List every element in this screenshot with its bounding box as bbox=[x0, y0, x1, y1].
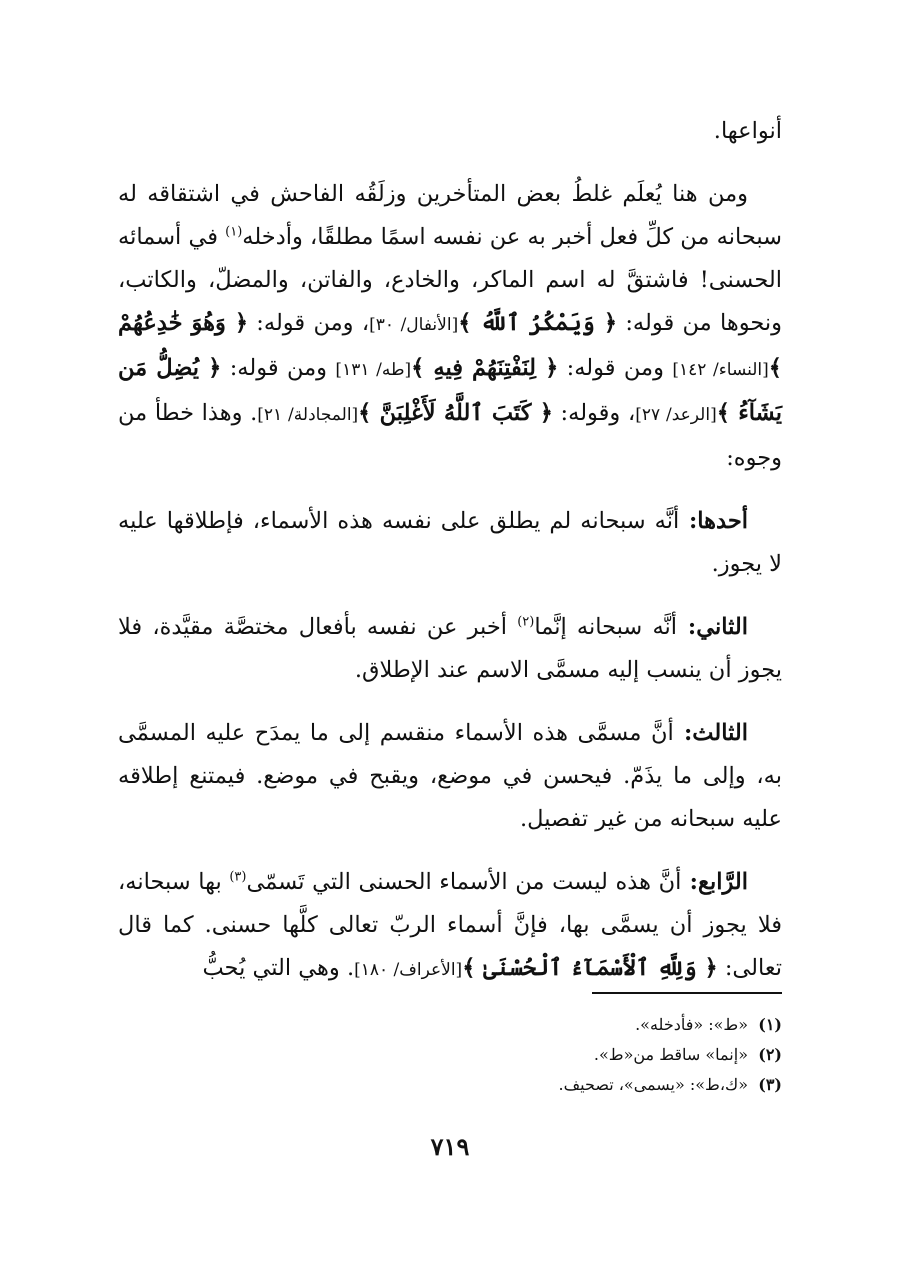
paragraph-text: بها سبحانه، فلا يجوز أن يسمَّى بها، فإنَّ أسماء الربّ تعالى كلَّها حسنى. كما قال تعالى: bbox=[118, 869, 782, 981]
paragraph-text: أخبر عن نفسه بأفعال مختصَّة مقيَّدة، فلا يجوز أن ينسب إليه مسمَّى الاسم عند الإطلاق. bbox=[118, 614, 782, 683]
paragraph-text: ، وقوله: bbox=[552, 400, 636, 426]
footnote-item bbox=[118, 1040, 782, 1070]
verse-reference: [الرعد/ ٢٧] bbox=[635, 405, 717, 425]
paragraph-text: ومن قوله: bbox=[221, 355, 336, 381]
paragraph-text: . وهي التي يُحبُّ bbox=[202, 955, 355, 981]
quran-verse: ﴿ وَيَمْكُرُ ٱللَّهُ ﴾ bbox=[458, 310, 618, 336]
verse-reference: [الأعراف/ ١٨٠] bbox=[354, 960, 463, 980]
paragraph-text: أنواعها. bbox=[713, 118, 782, 144]
paragraph-lead: أحدها: bbox=[679, 508, 748, 534]
paragraph-lead: الثالث: bbox=[673, 720, 748, 746]
footnote-text: «إنما» ساقط من«ط». bbox=[593, 1045, 748, 1064]
footnote-divider bbox=[592, 992, 782, 994]
paragraph-fourth-reason bbox=[118, 861, 782, 992]
page-body bbox=[118, 110, 782, 1012]
footnote-text: «ك،ط»: «يسمى»، تصحيف. bbox=[558, 1075, 748, 1094]
footnotes bbox=[118, 1010, 782, 1100]
paragraph-first-reason bbox=[118, 500, 782, 586]
paragraph-text: . وهذا خطأ من وجوه: bbox=[118, 400, 782, 471]
paragraph-continuation bbox=[118, 110, 782, 153]
paragraph-lead: الثاني: bbox=[677, 614, 748, 640]
quran-verse: ﴿ وَلِلَّهِ ٱلْأَسْمَآءُ ٱلْحُسْنَىٰ ﴾ bbox=[462, 955, 718, 981]
paragraph-lead: الرَّابع: bbox=[681, 869, 748, 895]
quran-verse: ﴿ يُضِلُّ مَن يَشَآءُ ﴾ bbox=[118, 355, 782, 426]
footnote-number: (٢) bbox=[758, 1045, 782, 1064]
page-number: ٧١٩ bbox=[430, 1132, 470, 1161]
paragraph-text: أنَّه سبحانه لم يطلق على نفسه هذه الأسماء، فإطلاقها عليه لا يجوز. bbox=[118, 508, 782, 577]
footnote-ref-2[interactable]: (٢) bbox=[517, 614, 535, 630]
paragraph-text: ومن قوله: bbox=[558, 355, 673, 381]
verse-reference: [الأنفال/ ٣٠] bbox=[369, 315, 459, 335]
paragraph-text: أنَّ هذه ليست من الأسماء الحسنى التي تَسمّى bbox=[246, 869, 682, 895]
paragraph-text: أنَّ مسمَّى هذه الأسماء منقسم إلى ما يمدَح عليه المسمَّى به، وإلى ما يذَمّ. فيحسن في موضع، ويقبح في موضع. فيمتنع إطلاقه عليه سبحانه من غير تفصيل. bbox=[118, 720, 782, 832]
footnote-ref-1[interactable]: (١) bbox=[225, 224, 243, 240]
quran-verse: ﴿ كَتَبَ ٱللَّهُ لَأَغْلِبَنَّ ﴾ bbox=[358, 400, 553, 426]
quran-verse: ﴿ وَهُوَ خَٰدِعُهُمْ ﴾ bbox=[118, 310, 782, 381]
paragraph-third-reason bbox=[118, 712, 782, 841]
verse-reference: [النساء/ ١٤٢] bbox=[672, 360, 769, 380]
footnote-ref-3[interactable]: (٣) bbox=[229, 869, 247, 885]
footnote-item bbox=[118, 1070, 782, 1100]
paragraph-derivation-error bbox=[118, 173, 782, 480]
footnote-item bbox=[118, 1010, 782, 1040]
paragraph-second-reason bbox=[118, 606, 782, 692]
footnote-number: (١) bbox=[758, 1015, 782, 1034]
paragraph-text: ومن هنا يُعلَم غلطُ بعض المتأخرين وزلَقُه الفاحش في اشتقاقه له سبحانه من كلِّ فعل أخبر به عن نفسه اسمًا مطلقًا، وأدخله bbox=[118, 181, 782, 250]
paragraph-text: أنَّه سبحانه إنَّما bbox=[534, 614, 678, 640]
footnote-number: (٣) bbox=[758, 1075, 782, 1094]
quran-verse: ﴿ لِنَفْتِنَهُمْ فِيهِ ﴾ bbox=[411, 355, 559, 381]
verse-reference: [طه/ ١٣١] bbox=[335, 360, 412, 380]
footnote-text: «ط»: «فأدخله». bbox=[635, 1015, 748, 1034]
paragraph-text: في أسمائه الحسنى! فاشتقَّ له اسم الماكر، والخادع، والفاتن، والمضلّ، والكاتب، ونحوها من قوله: bbox=[118, 224, 782, 336]
verse-reference: [المجادلة/ ٢١] bbox=[257, 405, 359, 425]
paragraph-text: ، ومن قوله: bbox=[248, 310, 370, 336]
